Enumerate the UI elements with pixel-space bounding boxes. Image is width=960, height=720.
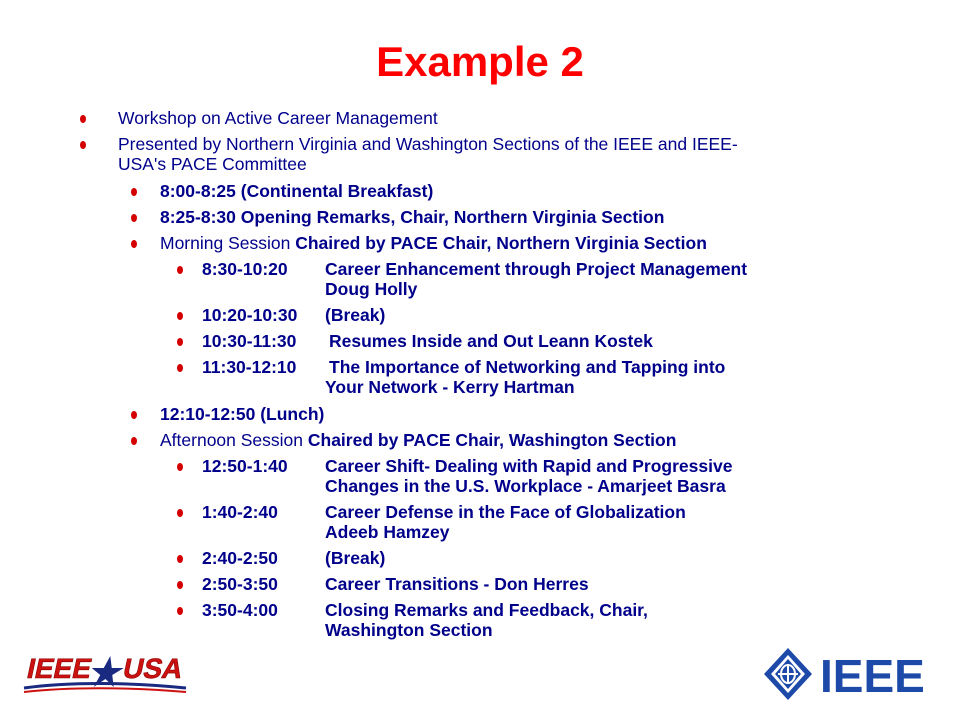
morning-item-time: 10:30-11:30	[202, 331, 297, 351]
morning-item-desc-2: Doug Holly	[325, 279, 418, 299]
bullet-icon	[131, 188, 137, 196]
slide-title: Example 2	[376, 38, 584, 85]
bullet-icon	[80, 115, 86, 123]
ieee-usa-logo	[18, 648, 198, 696]
morning-item-time: 8:30-10:20	[202, 259, 288, 279]
opening-line: 8:25-8:30 Opening Remarks, Chair, Northern Virginia Section	[160, 207, 665, 227]
bullet-icon	[177, 555, 183, 563]
lunch-line: 12:10-12:50 (Lunch)	[160, 404, 325, 424]
afternoon-item-desc: Closing Remarks and Feedback, Chair,	[325, 600, 648, 620]
bullet-icon	[177, 266, 183, 274]
afternoon-item-desc-2: Washington Section	[325, 620, 493, 640]
afternoon-item-desc: Career Defense in the Face of Globalization	[325, 502, 686, 522]
morning-item-desc: The Importance of Networking and Tapping into	[329, 357, 726, 377]
afternoon-item-desc: (Break)	[325, 548, 386, 568]
bullet-icon	[177, 509, 183, 517]
ieee-logo	[762, 646, 942, 702]
morning-item-desc-2: Your Network - Kerry Hartman	[325, 377, 575, 397]
presented-line-2: USA's PACE Committee	[118, 154, 307, 174]
morning-item-desc: Career Enhancement through Project Management	[325, 259, 748, 279]
bullet-icon	[177, 364, 183, 372]
morning-item-time: 10:20-10:30	[202, 305, 298, 325]
afternoon-item-desc: Career Transitions - Don Herres	[325, 574, 589, 594]
afternoon-item-desc-2: Adeeb Hamzey	[325, 522, 450, 542]
morning-item-desc: Resumes Inside and Out Leann Kostek	[329, 331, 653, 351]
morning-session-label: Morning Session	[160, 233, 296, 253]
presented-line-1: Presented by Northern Virginia and Washington Sections of the IEEE and IEEE-	[118, 134, 738, 154]
afternoon-item-time: 2:50-3:50	[202, 574, 278, 594]
bullet-icon	[131, 437, 137, 445]
bullet-icon	[177, 581, 183, 589]
afternoon-session-line	[160, 430, 676, 450]
morning-session-line	[160, 233, 707, 253]
afternoon-item-time: 2:40-2:50	[202, 548, 278, 568]
bullet-icon	[131, 240, 137, 248]
bullet-icon	[131, 411, 137, 419]
afternoon-session-label: Afternoon Session	[160, 430, 308, 450]
bullet-icon	[131, 214, 137, 222]
workshop-line: Workshop on Active Career Management	[118, 108, 438, 128]
afternoon-session-chair: Chaired by PACE Chair, Washington Section	[307, 430, 677, 450]
afternoon-item-time: 12:50-1:40	[202, 456, 288, 476]
afternoon-item-desc: Career Shift- Dealing with Rapid and Progressive	[325, 456, 733, 476]
afternoon-item-time: 3:50-4:00	[202, 600, 278, 620]
bullet-icon	[80, 141, 86, 149]
bullet-icon	[177, 463, 183, 471]
breakfast-line: 8:00-8:25 (Continental Breakfast)	[160, 181, 434, 201]
bullet-icon	[177, 312, 183, 320]
morning-item-desc: (Break)	[325, 305, 386, 325]
afternoon-item-desc-2: Changes in the U.S. Workplace - Amarjeet Basra	[325, 476, 726, 496]
morning-item-time: 11:30-12:10	[202, 357, 297, 377]
bullet-icon	[177, 338, 183, 346]
svg-text:USA: USA	[120, 652, 187, 684]
svg-text:IEEE: IEEE	[820, 650, 925, 702]
morning-session-chair: Chaired by PACE Chair, Northern Virginia Section	[295, 233, 707, 253]
bullet-icon	[177, 607, 183, 615]
svg-text:IEEE: IEEE	[24, 652, 95, 684]
afternoon-item-time: 1:40-2:40	[202, 502, 278, 522]
